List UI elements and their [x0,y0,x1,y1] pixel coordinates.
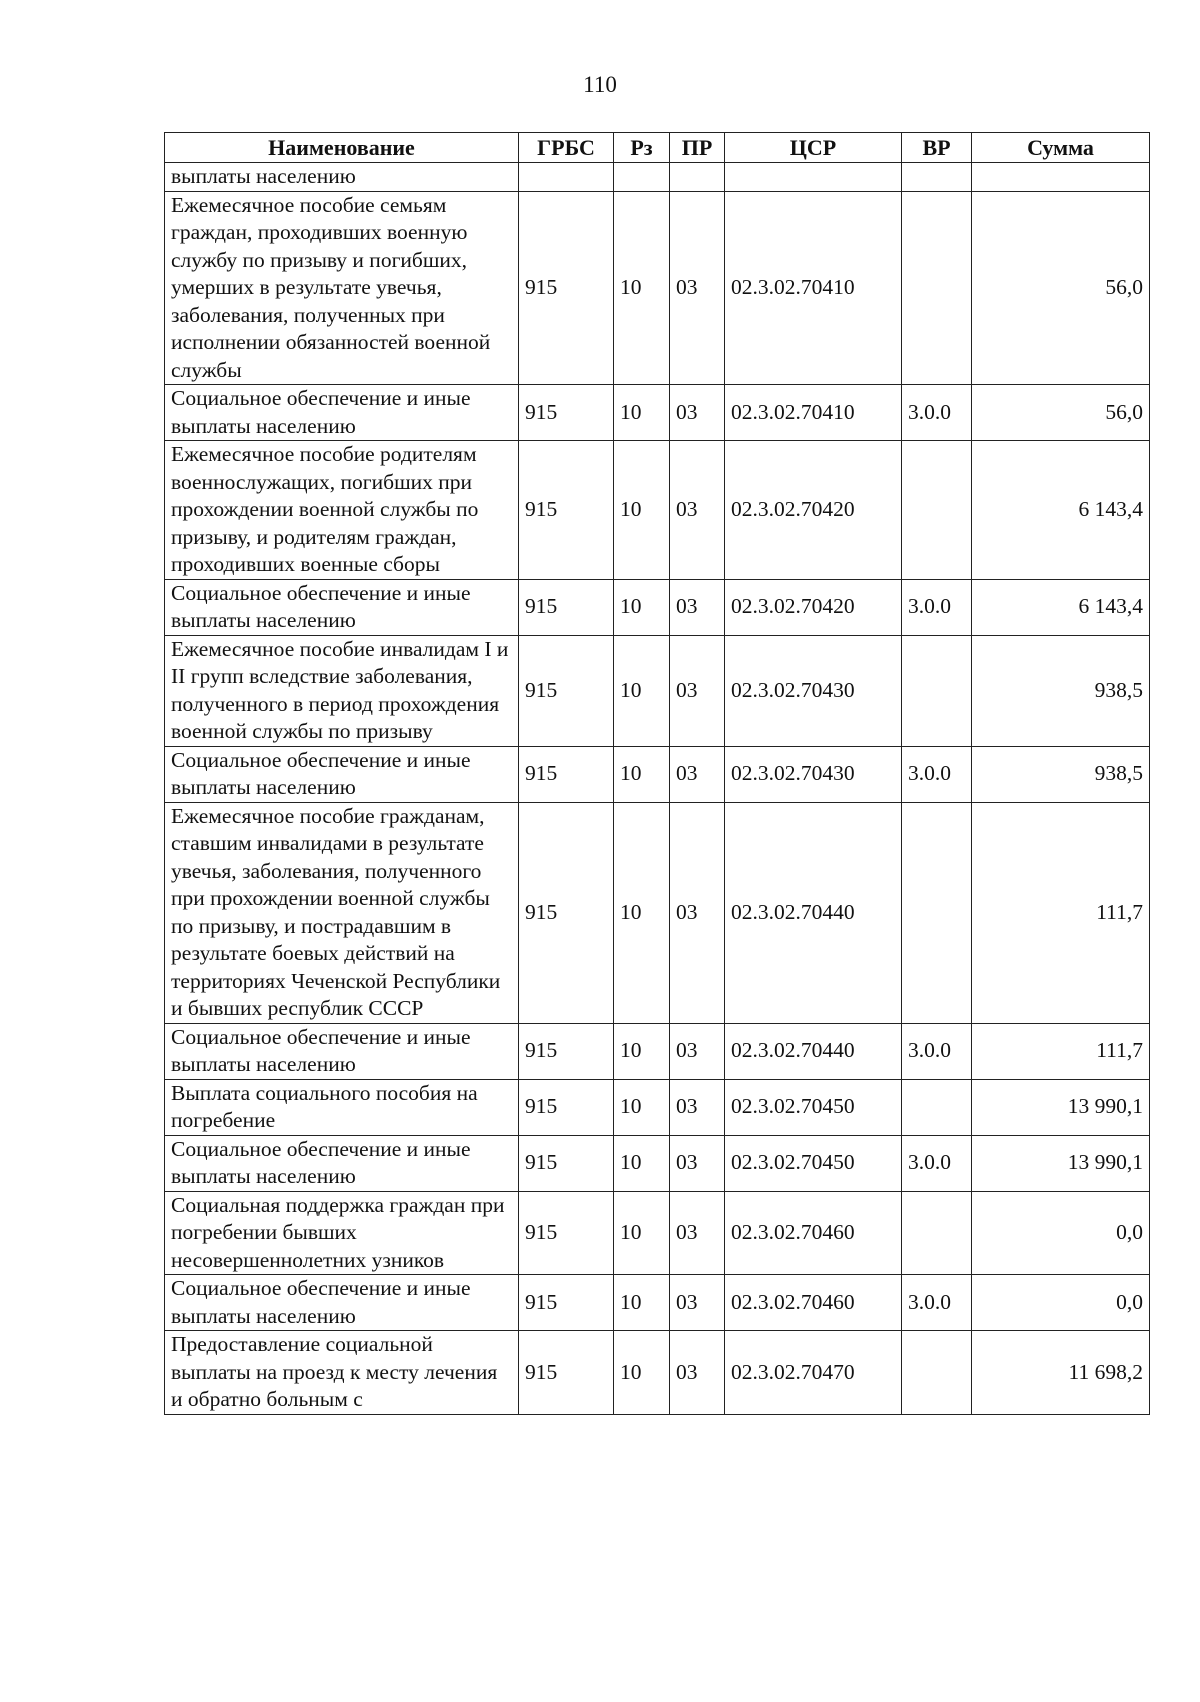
cell-csr: 02.3.02.70430 [725,635,902,746]
page-number: 110 [583,72,617,97]
cell-grbs: 915 [519,1135,614,1191]
cell-vr [902,163,972,192]
table-row [165,441,1150,580]
cell-grbs: 915 [519,1191,614,1275]
header-vr: ВР [902,133,972,163]
header-name: Наименование [165,133,519,163]
cell-pr [670,163,725,192]
cell-csr: 02.3.02.70460 [725,1275,902,1331]
cell-sum: 11 698,2 [972,1331,1150,1415]
cell-pr: 03 [670,579,725,635]
cell-vr [902,1331,972,1415]
cell-pr: 03 [670,1275,725,1331]
cell-rz: 10 [614,1275,670,1331]
cell-csr: 02.3.02.70470 [725,1331,902,1415]
cell-vr: 3.0.0 [902,746,972,802]
table-row [165,635,1150,746]
cell-pr: 03 [670,1079,725,1135]
cell-name: Социальное обеспечение и иные выплаты населению [165,1023,519,1079]
cell-sum: 111,7 [972,1023,1150,1079]
cell-grbs: 915 [519,1331,614,1415]
cell-vr: 3.0.0 [902,579,972,635]
cell-name: Ежемесячное пособие родителям военнослужащих, погибших при прохождении военной службы по призыву, и родителям граждан, проходивших военные сборы [165,441,519,580]
header-csr: ЦСР [725,133,902,163]
table-row [165,1191,1150,1275]
cell-csr: 02.3.02.70420 [725,441,902,580]
cell-vr [902,191,972,385]
cell-name: Ежемесячное пособие гражданам, ставшим инвалидами в результате увечья, заболевания, полученного при прохождении военной службы по призыву, и пострадавшим в результате боевых действий на территориях Чеченской Республики и бывших республик СССР [165,802,519,1023]
cell-csr: 02.3.02.70420 [725,579,902,635]
cell-name: Выплата социального пособия на погребение [165,1079,519,1135]
cell-vr: 3.0.0 [902,1135,972,1191]
table-row [165,163,1150,192]
cell-rz: 10 [614,1135,670,1191]
cell-grbs: 915 [519,191,614,385]
cell-pr: 03 [670,1023,725,1079]
header-row [165,133,1150,163]
table-row [165,579,1150,635]
cell-pr: 03 [670,191,725,385]
cell-vr: 3.0.0 [902,1275,972,1331]
cell-vr [902,441,972,580]
cell-csr: 02.3.02.70450 [725,1079,902,1135]
cell-name: Социальная поддержка граждан при погребении бывших несовершеннолетних узников [165,1191,519,1275]
cell-rz: 10 [614,191,670,385]
table-row [165,746,1150,802]
cell-sum [972,163,1150,192]
cell-csr: 02.3.02.70410 [725,191,902,385]
cell-csr: 02.3.02.70460 [725,1191,902,1275]
cell-name: Социальное обеспечение и иные выплаты населению [165,746,519,802]
cell-name: Ежемесячное пособие семьям граждан, проходивших военную службу по призыву и погибших, умерших в результате увечья, заболевания, полученных при исполнении обязанностей военной службы [165,191,519,385]
cell-vr [902,802,972,1023]
cell-vr: 3.0.0 [902,385,972,441]
cell-sum: 938,5 [972,746,1150,802]
cell-name: Предоставление социальной выплаты на проезд к месту лечения и обратно больным с [165,1331,519,1415]
table-row [165,1135,1150,1191]
cell-rz: 10 [614,635,670,746]
cell-rz: 10 [614,746,670,802]
cell-sum: 938,5 [972,635,1150,746]
header-sum: Сумма [972,133,1150,163]
cell-rz [614,163,670,192]
cell-grbs: 915 [519,441,614,580]
cell-sum: 0,0 [972,1275,1150,1331]
header-rz: Рз [614,133,670,163]
header-grbs: ГРБС [519,133,614,163]
cell-name: Социальное обеспечение и иные выплаты населению [165,579,519,635]
cell-pr: 03 [670,441,725,580]
cell-name: выплаты населению [165,163,519,192]
cell-sum: 13 990,1 [972,1135,1150,1191]
cell-grbs: 915 [519,385,614,441]
cell-grbs: 915 [519,635,614,746]
cell-csr [725,163,902,192]
cell-rz: 10 [614,385,670,441]
cell-grbs: 915 [519,746,614,802]
cell-vr [902,1191,972,1275]
cell-sum: 56,0 [972,191,1150,385]
cell-rz: 10 [614,1331,670,1415]
table-row [165,385,1150,441]
cell-sum: 0,0 [972,1191,1150,1275]
cell-csr: 02.3.02.70450 [725,1135,902,1191]
cell-rz: 10 [614,802,670,1023]
cell-rz: 10 [614,441,670,580]
cell-csr: 02.3.02.70440 [725,802,902,1023]
cell-grbs: 915 [519,802,614,1023]
header-pr: ПР [670,133,725,163]
cell-grbs: 915 [519,1079,614,1135]
cell-name: Ежемесячное пособие инвалидам I и II групп вследствие заболевания, полученного в период прохождения военной службы по призыву [165,635,519,746]
table-body [165,163,1150,1415]
cell-csr: 02.3.02.70410 [725,385,902,441]
cell-name: Социальное обеспечение и иные выплаты населению [165,1275,519,1331]
cell-sum: 13 990,1 [972,1079,1150,1135]
cell-pr: 03 [670,802,725,1023]
budget-table [164,132,1150,1415]
cell-csr: 02.3.02.70430 [725,746,902,802]
cell-rz: 10 [614,1191,670,1275]
table-row [165,191,1150,385]
cell-rz: 10 [614,579,670,635]
cell-pr: 03 [670,746,725,802]
cell-sum: 6 143,4 [972,441,1150,580]
cell-sum: 56,0 [972,385,1150,441]
cell-sum: 6 143,4 [972,579,1150,635]
cell-vr [902,1079,972,1135]
table-row [165,1023,1150,1079]
cell-vr: 3.0.0 [902,1023,972,1079]
cell-pr: 03 [670,1191,725,1275]
cell-pr: 03 [670,1331,725,1415]
cell-grbs: 915 [519,579,614,635]
cell-vr [902,635,972,746]
cell-pr: 03 [670,385,725,441]
cell-rz: 10 [614,1079,670,1135]
cell-grbs: 915 [519,1275,614,1331]
table-row [165,1079,1150,1135]
cell-rz: 10 [614,1023,670,1079]
cell-sum: 111,7 [972,802,1150,1023]
table-row [165,802,1150,1023]
cell-name: Социальное обеспечение и иные выплаты населению [165,1135,519,1191]
cell-csr: 02.3.02.70440 [725,1023,902,1079]
table-row [165,1331,1150,1415]
cell-grbs [519,163,614,192]
table-row [165,1275,1150,1331]
cell-grbs: 915 [519,1023,614,1079]
cell-name: Социальное обеспечение и иные выплаты населению [165,385,519,441]
cell-pr: 03 [670,1135,725,1191]
cell-pr: 03 [670,635,725,746]
